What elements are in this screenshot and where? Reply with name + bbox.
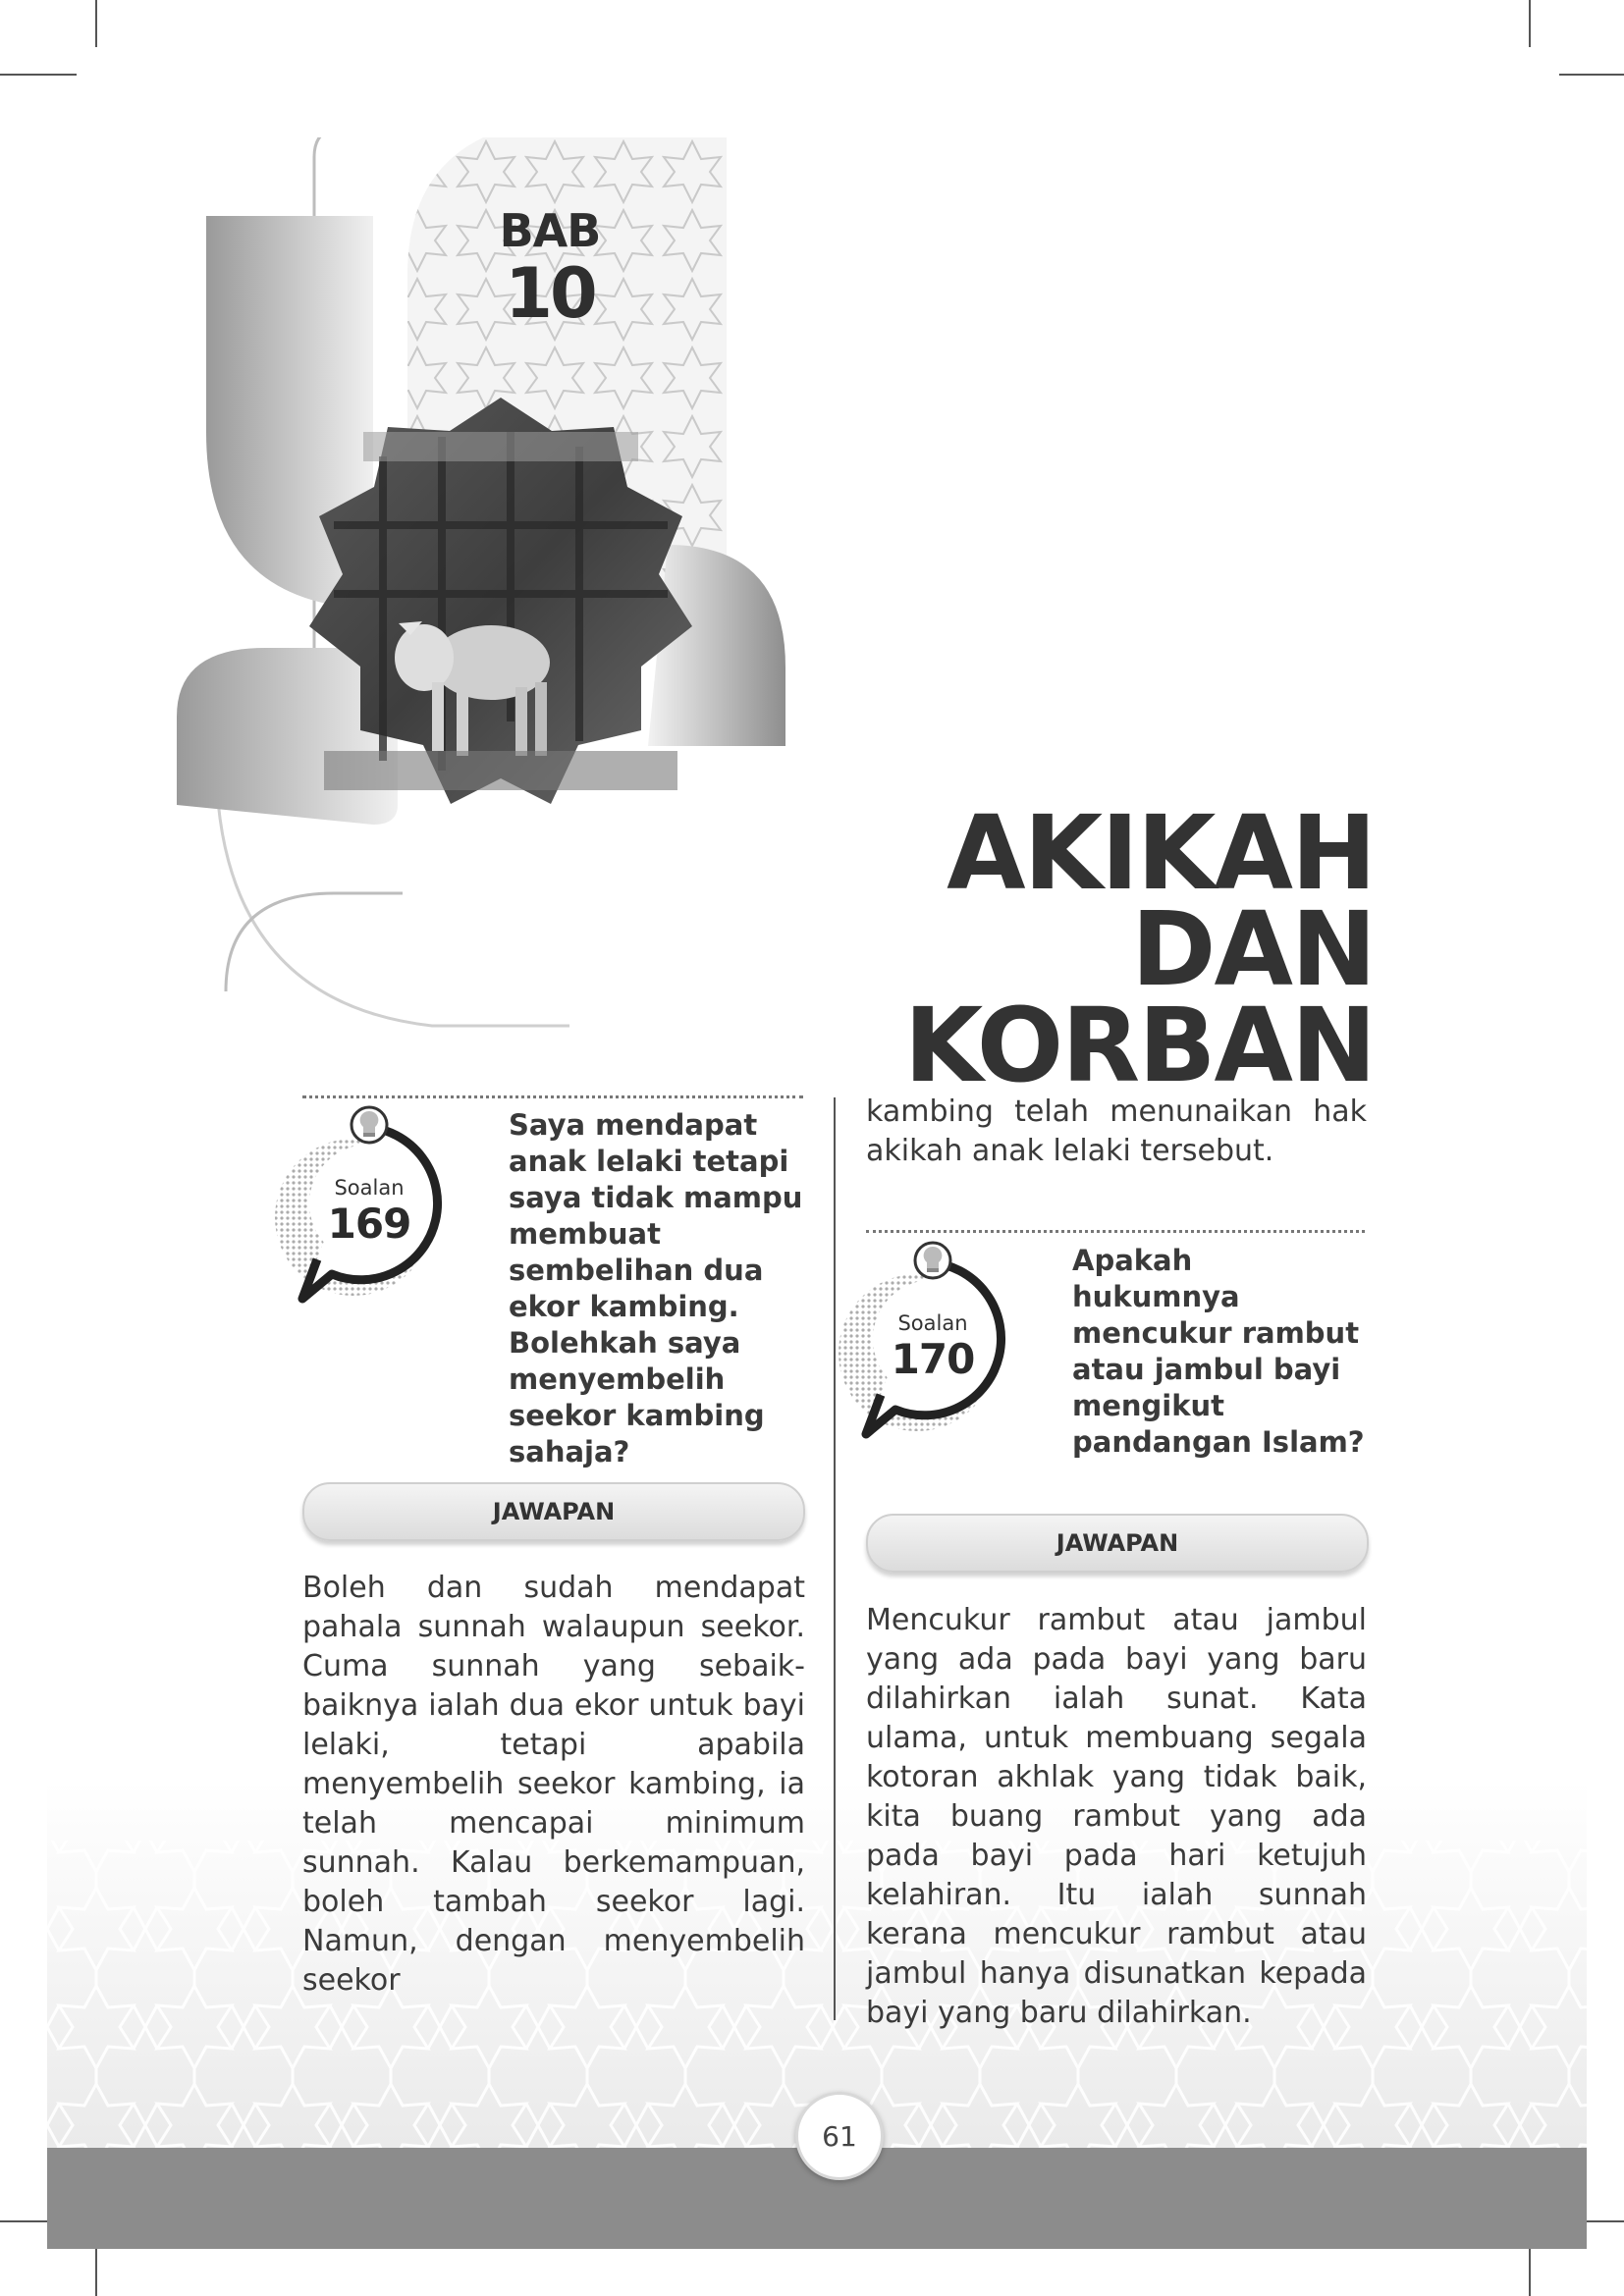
crop-mark — [0, 74, 77, 76]
crop-mark — [1559, 74, 1624, 76]
chapter-title-line-1: AKIKAH DAN — [947, 793, 1375, 1009]
crop-mark — [95, 0, 97, 47]
question-badge — [837, 1233, 1013, 1459]
crop-mark — [1529, 2248, 1531, 2296]
answer-label: JAWAPAN — [302, 1482, 805, 1541]
chapter-label: BAB — [499, 204, 601, 257]
crop-mark — [95, 2248, 97, 2296]
answer-label: JAWAPAN — [866, 1514, 1369, 1573]
answer-text: Mencukur rambut atau jambul yang ada pada bayi yang baru dilahirkan ialah sunat. Kata ulama, untuk membuang segala kotoran akhlak yang tidak baik, kita buang rambut yang ada pada bayi pada hari ketujuh kelahiran. Itu ialah sunnah kerana mencukur rambut atau jambul hanya disunatkan kepada bayi yang baru dilahirkan. — [866, 1603, 1367, 2030]
page-number: 61 — [795, 2092, 884, 2180]
question-text-170: Apakah hukumnya mencukur rambut atau jambul bayi mengikut pandangan Islam? — [1072, 1244, 1365, 1459]
question-badge-label: Soalan — [334, 1176, 405, 1200]
chapter-title-line-2: KORBAN — [903, 986, 1375, 1105]
answer-text-continued: kambing telah menunaikan hak akikah anak lelaki tersebut. — [866, 1095, 1367, 1168]
crop-mark — [1529, 0, 1531, 47]
chapter-number: 10 — [505, 253, 595, 334]
chapter-hero-graphic — [177, 137, 805, 1041]
question-text: Saya mendapat anak lelaki tetapi saya tidak mampu membuat sembelihan dua ekor kambing. Bolehkah saya menyembelih seekor kambing sahaja? — [509, 1108, 803, 1468]
question-badge-label: Soalan — [897, 1311, 968, 1335]
chapter-title — [746, 793, 1375, 1105]
column-divider — [834, 1097, 836, 2020]
question-badge-number: 170 — [891, 1335, 975, 1383]
answer-text: Boleh dan sudah mendapat pahala sunnah walaupun seekor. Cuma sunnah yang sebaik-baiknya ialah dua ekor untuk bayi lelaki, tetapi apabila menyembelih seekor kambing, ia telah mencapai minimum sunnah. Kalau berkemampuan, boleh tambah seekor lagi. Namun, dengan menyembelih seekor — [302, 1571, 805, 1998]
question-badge-number: 169 — [327, 1200, 411, 1248]
question-text-169 — [302, 1107, 808, 1470]
